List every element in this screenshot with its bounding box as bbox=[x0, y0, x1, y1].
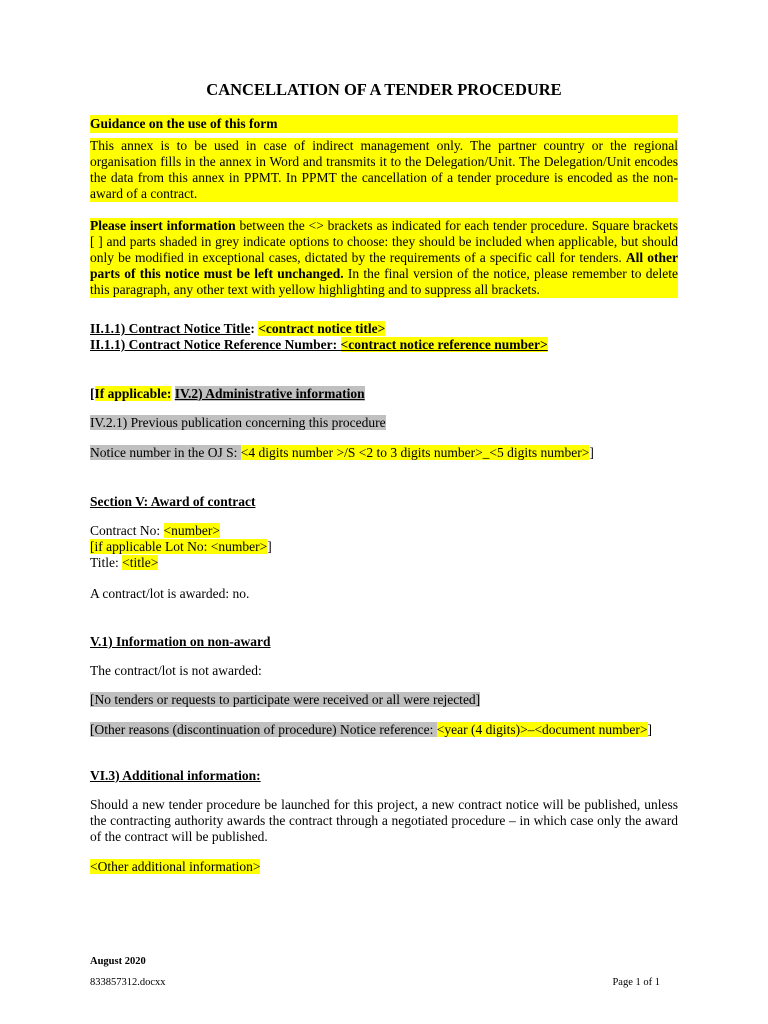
contract-notice-title-label: II.1.1) Contract Notice Title bbox=[90, 321, 251, 336]
title-label: Title: bbox=[90, 555, 123, 570]
guidance-paragraph-2 bbox=[90, 218, 678, 298]
not-awarded-statement: The contract/lot is not awarded: bbox=[90, 663, 262, 678]
contract-notice-ref-value: <contract notice reference number> bbox=[340, 337, 548, 352]
previous-publication-text: IV.2.1) Previous publication concerning this procedure bbox=[90, 415, 386, 430]
guidance-heading: Guidance on the use of this form bbox=[90, 115, 678, 133]
document-title: CANCELLATION OF A TENDER PROCEDURE bbox=[206, 80, 562, 99]
contract-notice-ref-label: II.1.1) Contract Notice Reference Number: bbox=[90, 337, 341, 352]
non-award-option-2-label: [Other reasons (discontinuation of procedure) Notice reference: bbox=[90, 722, 437, 737]
lot-open-bracket: [ bbox=[90, 539, 95, 554]
guidance-tail: In the final version of the notice, please remember to delete this paragraph, any other text with yellow highlighting and to suppress all brackets. bbox=[90, 266, 678, 297]
non-award-option-1-text: [No tenders or requests to participate were received or all were rejected] bbox=[90, 692, 481, 707]
other-additional-information-text: <Other additional information> bbox=[90, 859, 261, 874]
non-award-option-1 bbox=[90, 692, 678, 708]
guidance-bold-warning: All other parts of this notice must be left unchanged. bbox=[90, 250, 678, 281]
guidance-paragraph-1: This annex is to be used in case of indirect management only. The partner country or the regional organisation fills in the annex in Word and transmits it to the Delegation/Unit. The Delegation/Unit encodes the data from this annex in PPMT. In PPMT the cancellation of a tender procedure is encoded as the non-award of a contract. bbox=[90, 138, 678, 201]
contract-notice-block bbox=[90, 321, 678, 353]
section-v1-heading: V.1) Information on non-award bbox=[90, 634, 271, 649]
previous-publication bbox=[90, 415, 678, 431]
oj-notice-line bbox=[90, 445, 678, 461]
contract-notice-title-colon: : bbox=[250, 321, 259, 336]
title-value: <title> bbox=[122, 555, 159, 570]
non-award-option-2 bbox=[90, 722, 678, 738]
lot-label: if applicable Lot No: bbox=[94, 539, 211, 554]
non-award-option-2-value: <year (4 digits)>–<document number> bbox=[436, 722, 648, 737]
admin-if-applicable: If applicable: bbox=[94, 386, 172, 401]
admin-heading: IV.2) Administrative information bbox=[174, 386, 365, 401]
section-v-heading: Section V: Award of contract bbox=[90, 494, 256, 509]
contract-no-label: Contract No: bbox=[90, 523, 164, 538]
lot-value: <number> bbox=[210, 539, 268, 554]
additional-information-paragraph: Should a new tender procedure be launched for this project, a new contract notice will be published, unless the contracting authority awards the contract through a negotiated procedure – in which case only the award of the contract will be published. bbox=[90, 797, 678, 844]
footer-filename: 833857312.docxx bbox=[90, 977, 166, 988]
lot-close-bracket: ] bbox=[267, 539, 272, 554]
non-award-option-2-close: ] bbox=[647, 722, 653, 737]
oj-notice-value: <4 digits number >/S <2 to 3 digits number>_<5 digits number> bbox=[240, 445, 590, 460]
oj-notice-close: ] bbox=[589, 445, 594, 460]
other-additional-information bbox=[90, 859, 678, 875]
contract-notice-title-value: <contract notice title> bbox=[258, 321, 386, 336]
oj-notice-label: Notice number in the OJ S: bbox=[90, 445, 241, 460]
contract-no-value: <number> bbox=[163, 523, 220, 538]
admin-info-heading bbox=[90, 386, 678, 402]
admin-open-bracket: [ bbox=[90, 386, 95, 401]
guidance-lead: Please insert information bbox=[90, 218, 236, 233]
section-vi3-heading: VI.3) Additional information: bbox=[90, 768, 261, 783]
footer-date: August 2020 bbox=[90, 956, 146, 967]
contract-details bbox=[90, 523, 678, 571]
footer-page-number: Page 1 of 1 bbox=[612, 977, 660, 988]
contract-awarded-statement: A contract/lot is awarded: no. bbox=[90, 586, 250, 601]
guidance-middle: between the <> brackets as indicated for each tender procedure. Square brackets [ ] and parts shaded in grey indicate options to choose: they should be included when applicable, but should only be modified in exceptional cases, dictated by the requirements of a specific call for tenders. bbox=[90, 218, 678, 265]
